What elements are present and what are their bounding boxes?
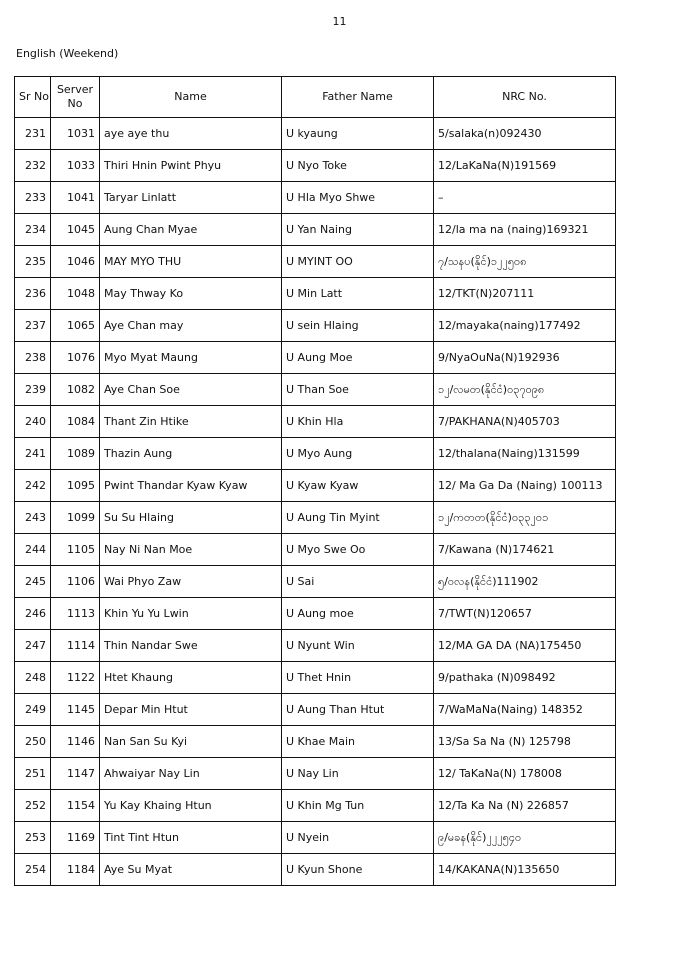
nrc-no-cell: 12/la ma na (naing)169321: [434, 214, 616, 246]
table-row: [15, 758, 616, 790]
name-cell: Wai Phyo Zaw: [100, 566, 282, 598]
nrc-no-cell: 14/KAKANA(N)135650: [434, 854, 616, 886]
father-name-cell: U Nyein: [282, 822, 434, 854]
nrc-no-cell: 12/MA GA DA (NA)175450: [434, 630, 616, 662]
nrc-no-cell: 7/TWT(N)120657: [434, 598, 616, 630]
father-name-cell: U Nay Lin: [282, 758, 434, 790]
name-cell: Su Su Hlaing: [100, 502, 282, 534]
nrc-no-cell: ၁၂/ကတတ(နိုင်ငံ)၀၃၃၂၀၁: [434, 502, 616, 534]
sr-no-cell: 238: [15, 342, 51, 374]
table-row: [15, 534, 616, 566]
table-row: [15, 182, 616, 214]
name-cell: Nay Ni Nan Moe: [100, 534, 282, 566]
name-cell: Aye Chan may: [100, 310, 282, 342]
sr-no-cell: 239: [15, 374, 51, 406]
sr-no-cell: 234: [15, 214, 51, 246]
header-row: [15, 77, 616, 118]
sr-no-cell: 241: [15, 438, 51, 470]
nrc-no-cell: 12/ TaKaNa(N) 178008: [434, 758, 616, 790]
table-row: [15, 438, 616, 470]
name-cell: Taryar Linlatt: [100, 182, 282, 214]
father-name-cell: U Thet Hnin: [282, 662, 434, 694]
server-no-cell: 1099: [51, 502, 100, 534]
table-row: [15, 662, 616, 694]
name-cell: Khin Yu Yu Lwin: [100, 598, 282, 630]
header-name: Name: [100, 77, 282, 118]
table-row: [15, 150, 616, 182]
name-cell: Thant Zin Htike: [100, 406, 282, 438]
father-name-cell: U Khin Mg Tun: [282, 790, 434, 822]
server-no-cell: 1147: [51, 758, 100, 790]
nrc-no-cell: 9/NyaOuNa(N)192936: [434, 342, 616, 374]
nrc-no-cell: 5/salaka(n)092430: [434, 118, 616, 150]
table-row: [15, 854, 616, 886]
sr-no-cell: 237: [15, 310, 51, 342]
header-nrc-no: NRC No.: [434, 77, 616, 118]
sr-no-cell: 245: [15, 566, 51, 598]
table-row: [15, 630, 616, 662]
table-row: [15, 342, 616, 374]
table-row: [15, 694, 616, 726]
server-no-cell: 1031: [51, 118, 100, 150]
table-row: [15, 726, 616, 758]
server-no-cell: 1184: [51, 854, 100, 886]
sr-no-cell: 242: [15, 470, 51, 502]
table-row: [15, 470, 616, 502]
father-name-cell: U Nyo Toke: [282, 150, 434, 182]
father-name-cell: U Hla Myo Shwe: [282, 182, 434, 214]
father-name-cell: U Aung moe: [282, 598, 434, 630]
table-row: [15, 374, 616, 406]
sr-no-cell: 235: [15, 246, 51, 278]
server-no-cell: 1113: [51, 598, 100, 630]
name-cell: Tint Tint Htun: [100, 822, 282, 854]
father-name-cell: U Aung Than Htut: [282, 694, 434, 726]
sr-no-cell: 240: [15, 406, 51, 438]
father-name-cell: U Khae Main: [282, 726, 434, 758]
sr-no-cell: 254: [15, 854, 51, 886]
nrc-no-cell: 7/Kawana (N)174621: [434, 534, 616, 566]
sr-no-cell: 252: [15, 790, 51, 822]
name-cell: Myo Myat Maung: [100, 342, 282, 374]
sr-no-cell: 250: [15, 726, 51, 758]
father-name-cell: U Nyunt Win: [282, 630, 434, 662]
roster-body: [15, 118, 616, 886]
father-name-cell: U Sai: [282, 566, 434, 598]
sr-no-cell: 236: [15, 278, 51, 310]
server-no-cell: 1105: [51, 534, 100, 566]
server-no-cell: 1065: [51, 310, 100, 342]
father-name-cell: U Than Soe: [282, 374, 434, 406]
table-row: [15, 246, 616, 278]
server-no-cell: 1041: [51, 182, 100, 214]
father-name-cell: U Aung Moe: [282, 342, 434, 374]
nrc-no-cell: 12/TKT(N)207111: [434, 278, 616, 310]
nrc-no-cell: 12/LaKaNa(N)191569: [434, 150, 616, 182]
sr-no-cell: 243: [15, 502, 51, 534]
name-cell: Aye Su Myat: [100, 854, 282, 886]
nrc-no-cell: 12/thalana(Naing)131599: [434, 438, 616, 470]
name-cell: May Thway Ko: [100, 278, 282, 310]
nrc-no-cell: ၉/မခန(နိုင်)၂၂၂၅၄၀: [434, 822, 616, 854]
table-row: [15, 566, 616, 598]
sr-no-cell: 253: [15, 822, 51, 854]
name-cell: aye aye thu: [100, 118, 282, 150]
name-cell: Ahwaiyar Nay Lin: [100, 758, 282, 790]
nrc-no-cell: 7/WaMaNa(Naing) 148352: [434, 694, 616, 726]
nrc-no-cell: –: [434, 182, 616, 214]
header-sr-no: Sr No: [15, 77, 51, 118]
father-name-cell: U Kyun Shone: [282, 854, 434, 886]
sr-no-cell: 233: [15, 182, 51, 214]
father-name-cell: U Min Latt: [282, 278, 434, 310]
nrc-no-cell: 9/pathaka (N)098492: [434, 662, 616, 694]
father-name-cell: U Myo Aung: [282, 438, 434, 470]
server-no-cell: 1114: [51, 630, 100, 662]
server-no-cell: 1046: [51, 246, 100, 278]
father-name-cell: U Kyaw Kyaw: [282, 470, 434, 502]
server-no-cell: 1106: [51, 566, 100, 598]
server-no-cell: 1045: [51, 214, 100, 246]
name-cell: Thazin Aung: [100, 438, 282, 470]
nrc-no-cell: ၁၂/လမတ(နိုင်ငံ)၀၃၇၀၉၈: [434, 374, 616, 406]
sr-no-cell: 244: [15, 534, 51, 566]
header-father-name: Father Name: [282, 77, 434, 118]
server-no-cell: 1095: [51, 470, 100, 502]
sr-no-cell: 247: [15, 630, 51, 662]
table-row: [15, 214, 616, 246]
sr-no-cell: 251: [15, 758, 51, 790]
server-no-cell: 1122: [51, 662, 100, 694]
server-no-cell: 1084: [51, 406, 100, 438]
father-name-cell: U kyaung: [282, 118, 434, 150]
server-no-cell: 1033: [51, 150, 100, 182]
nrc-no-cell: ၅/ဝလန(နိုင်ငံ)111902: [434, 566, 616, 598]
section-title: English (Weekend): [16, 47, 119, 60]
page-number: 11: [332, 15, 347, 28]
sr-no-cell: 231: [15, 118, 51, 150]
sr-no-cell: 246: [15, 598, 51, 630]
table-row: [15, 790, 616, 822]
header-server-no: Server No: [51, 77, 100, 118]
server-no-cell: 1145: [51, 694, 100, 726]
name-cell: Depar Min Htut: [100, 694, 282, 726]
table-row: [15, 278, 616, 310]
name-cell: Aung Chan Myae: [100, 214, 282, 246]
server-no-cell: 1089: [51, 438, 100, 470]
nrc-no-cell: 7/PAKHANA(N)405703: [434, 406, 616, 438]
server-no-cell: 1154: [51, 790, 100, 822]
server-no-cell: 1048: [51, 278, 100, 310]
name-cell: Thiri Hnin Pwint Phyu: [100, 150, 282, 182]
table-row: [15, 310, 616, 342]
name-cell: Pwint Thandar Kyaw Kyaw: [100, 470, 282, 502]
server-no-cell: 1082: [51, 374, 100, 406]
roster-table: [14, 76, 616, 886]
father-name-cell: U MYINT OO: [282, 246, 434, 278]
name-cell: MAY MYO THU: [100, 246, 282, 278]
nrc-no-cell: ၇/သနပ(နိုင်)၁၂၂၅၀၈: [434, 246, 616, 278]
server-no-cell: 1076: [51, 342, 100, 374]
table-row: [15, 118, 616, 150]
table-row: [15, 598, 616, 630]
sr-no-cell: 232: [15, 150, 51, 182]
name-cell: Nan San Su Kyi: [100, 726, 282, 758]
name-cell: Yu Kay Khaing Htun: [100, 790, 282, 822]
nrc-no-cell: 13/Sa Sa Na (N) 125798: [434, 726, 616, 758]
table-row: [15, 502, 616, 534]
table-row: [15, 406, 616, 438]
father-name-cell: U Aung Tin Myint: [282, 502, 434, 534]
sr-no-cell: 249: [15, 694, 51, 726]
nrc-no-cell: 12/Ta Ka Na (N) 226857: [434, 790, 616, 822]
server-no-cell: 1169: [51, 822, 100, 854]
name-cell: Thin Nandar Swe: [100, 630, 282, 662]
nrc-no-cell: 12/ Ma Ga Da (Naing) 100113: [434, 470, 616, 502]
name-cell: Htet Khaung: [100, 662, 282, 694]
sr-no-cell: 248: [15, 662, 51, 694]
table-row: [15, 822, 616, 854]
father-name-cell: U sein Hlaing: [282, 310, 434, 342]
father-name-cell: U Myo Swe Oo: [282, 534, 434, 566]
server-no-cell: 1146: [51, 726, 100, 758]
father-name-cell: U Yan Naing: [282, 214, 434, 246]
father-name-cell: U Khin Hla: [282, 406, 434, 438]
nrc-no-cell: 12/mayaka(naing)177492: [434, 310, 616, 342]
name-cell: Aye Chan Soe: [100, 374, 282, 406]
